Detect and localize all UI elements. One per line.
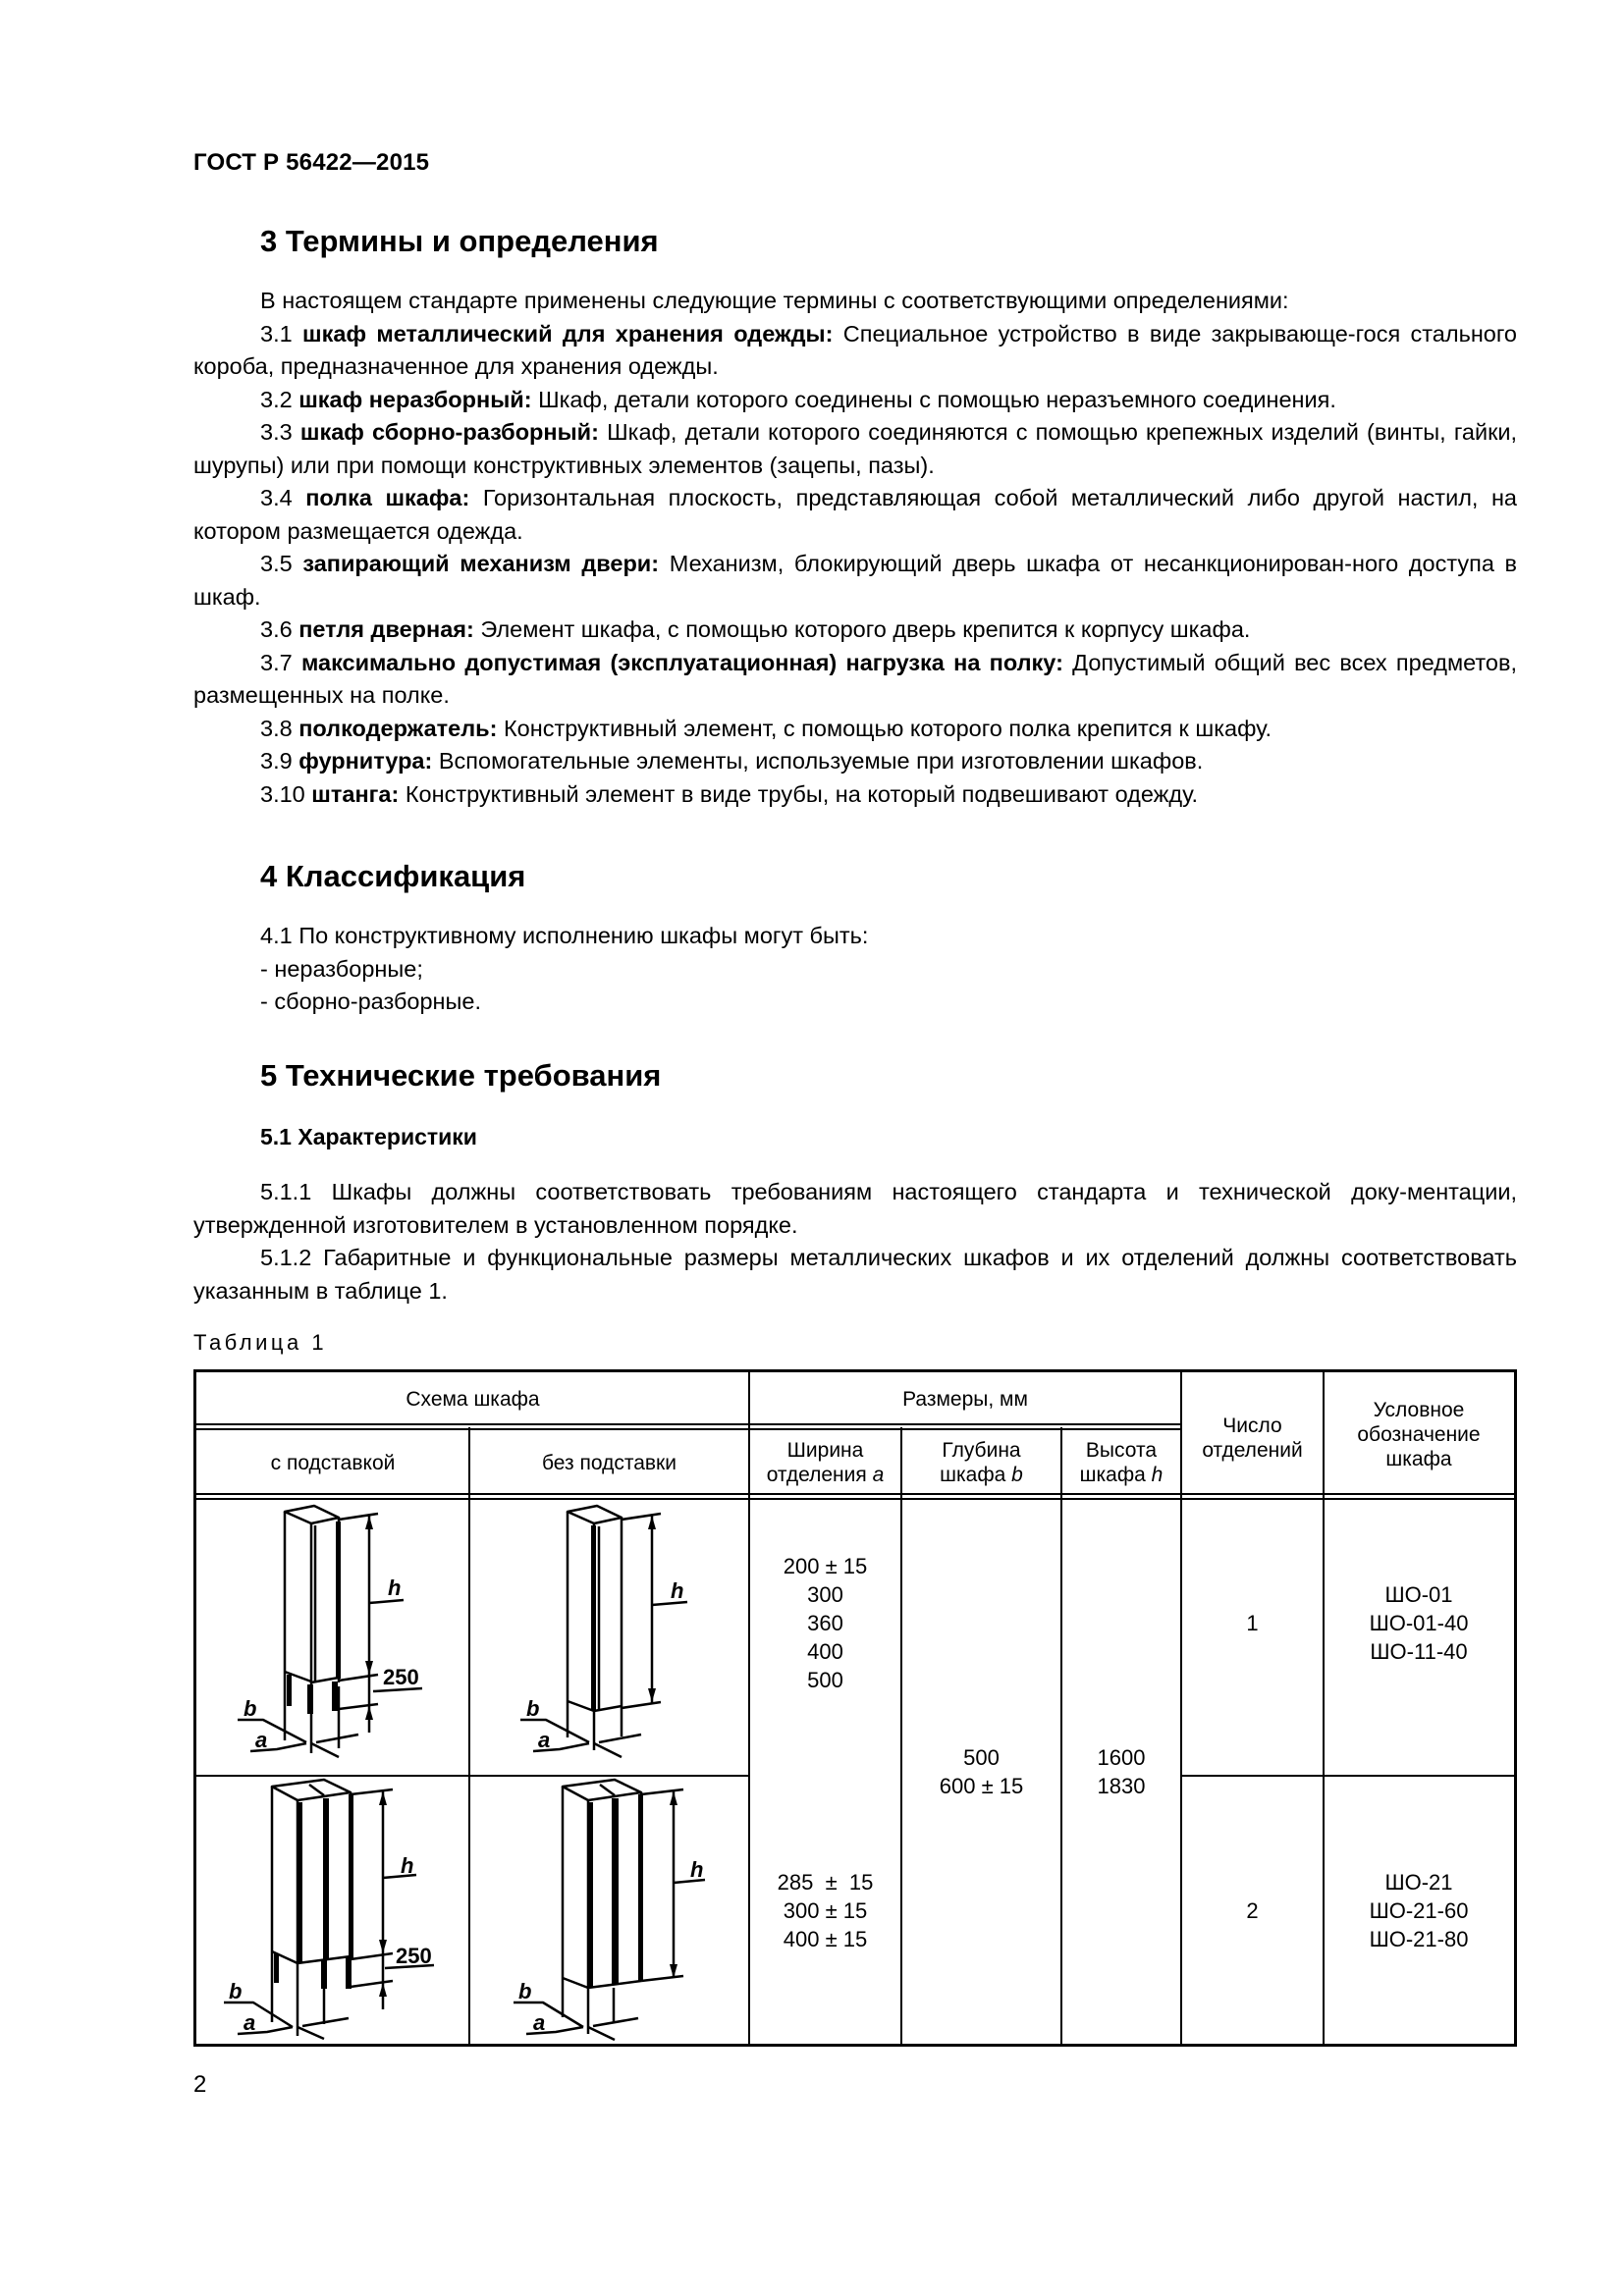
term-3-3: 3.3 шкаф сборно-разборный: Шкаф, детали которого соединяются с помощью крепежных изделий (винты, гайки, шурупы) или при помощи конструктивных элементов (зацепы, пазы). [193, 419, 1518, 478]
cabinet-drawing-double-without-base [469, 1777, 749, 2044]
classification-item: - сборно-разборные. [260, 988, 482, 1014]
header-dimensions: Размеры, мм [902, 1387, 1028, 1411]
cabinet-drawing-single-without-base [469, 1500, 749, 1775]
term-3-2: 3.2 шкаф неразборный: Шкаф, детали которого соединены с помощью неразъемного соединения. [260, 386, 1336, 412]
svg-text:b: b [229, 1979, 243, 2003]
svg-text:a: a [255, 1728, 268, 1752]
depth-values: 500 600 ± 15 [939, 1745, 1024, 1798]
section-3-title: 3 Термины и определения [260, 224, 659, 258]
header-designation: Условное обозначение шкафа [1357, 1398, 1481, 1470]
section-3-intro: В настоящем стандарте применены следующие термины с соответствующими определениями: [260, 288, 1289, 313]
header-depth: Глубина шкафа b [940, 1439, 1023, 1486]
page-number: 2 [193, 2071, 207, 2098]
term-3-8: 3.8 полкодержатель: Конструктивный элемент, с помощью которого полка крепится к шкафу. [260, 715, 1272, 741]
svg-text:250: 250 [383, 1665, 419, 1689]
document-id: ГОСТ Р 56422—2015 [193, 149, 430, 176]
section-4-list [260, 920, 868, 1019]
svg-text:h: h [690, 1857, 704, 1882]
header-with-base: с подставкой [270, 1451, 396, 1474]
header-height: Высота шкафа h [1079, 1439, 1164, 1486]
header-divider [196, 1493, 1514, 1500]
term-3-6: 3.6 петля дверная: Элемент шкафа, с помощью которого дверь крепится к корпусу шкафа. [260, 616, 1251, 642]
section-4-title: 4 Классификация [260, 859, 526, 893]
svg-text:a: a [244, 2010, 256, 2035]
svg-text:b: b [244, 1696, 257, 1721]
term-3-10: 3.10 штанга: Конструктивный элемент в виде трубы, на который подвешивают одежду. [260, 780, 1199, 807]
classification-item: - неразборные; [260, 955, 423, 982]
svg-text:h: h [401, 1853, 414, 1878]
row2-widths: 285 ± 15 300 ± 15 400 ± 15 [777, 1869, 874, 1951]
svg-text:b: b [518, 1979, 532, 2003]
svg-text:a: a [533, 2010, 546, 2035]
section-5-1-title: 5.1 Характеристики [260, 1124, 477, 1149]
dimensions-table [193, 1369, 1517, 2047]
term-3-5: 3.5 запирающий механизм двери: Механизм, блокирующий дверь шкафа от несанкционирован-ного доступа в шкаф. [193, 551, 1518, 610]
section-5-title: 5 Технические требования [260, 1058, 662, 1093]
row1-widths: 200 ± 15 300 360 400 500 [783, 1553, 868, 1692]
term-3-4: 3.4 полка шкафа: Горизонтальная плоскость, представляющая собой металлический либо другой настил, на котором размещается одежда. [193, 485, 1518, 544]
table-caption: Таблица 1 [193, 1330, 328, 1355]
classification-intro: 4.1 По конструктивному исполнению шкафы могут быть: [260, 923, 869, 948]
section-3-body [193, 285, 1517, 811]
cabinet-drawing-double-with-base [196, 1777, 469, 2044]
svg-text:h: h [671, 1578, 684, 1603]
height-values: 1600 1830 [1097, 1745, 1146, 1798]
term-3-1: 3.1 шкаф металлический для хранения одежды: Специальное устройство в виде закрывающе-гося стального короба, предназначенное для хранения одежды. [193, 320, 1518, 379]
row2-designations: ШО-21 ШО-21-60 ШО-21-80 [1369, 1869, 1469, 1951]
header-without-base: без подставки [542, 1451, 677, 1474]
cabinet-drawing-single-with-base [196, 1500, 469, 1775]
header-divider [196, 1423, 1181, 1430]
svg-text:a: a [538, 1728, 551, 1752]
svg-text:b: b [526, 1696, 540, 1721]
section-5-1-body [193, 1176, 1517, 1308]
row2-count: 2 [1246, 1897, 1259, 1923]
clause-5-1-2: 5.1.2 Габаритные и функциональные размеры металлических шкафов и их отделений должны соответствовать указанным в таблице 1. [193, 1245, 1517, 1304]
header-scheme: Схема шкафа [406, 1387, 540, 1411]
header-width: Ширина отделения a [766, 1439, 885, 1486]
clause-5-1-1: 5.1.1 Шкафы должны соответствовать требованиям настоящего стандарта и технической доку-ментации, утвержденной изготовителем в установленном порядке. [193, 1179, 1517, 1238]
row1-designations: ШО-01 ШО-01-40 ШО-11-40 [1369, 1581, 1469, 1664]
svg-text:250: 250 [396, 1944, 432, 1968]
term-3-9: 3.9 фурнитура: Вспомогательные элементы, используемые при изготовлении шкафов. [260, 748, 1204, 774]
header-compartment-count: Число отделений [1202, 1415, 1303, 1462]
svg-text:h: h [388, 1575, 402, 1600]
row1-count: 1 [1246, 1610, 1259, 1635]
term-3-7: 3.7 максимально допустимая (эксплуатационная) нагрузка на полку: Допустимый общий вес всех предметов, размещенных на полке. [193, 649, 1517, 708]
